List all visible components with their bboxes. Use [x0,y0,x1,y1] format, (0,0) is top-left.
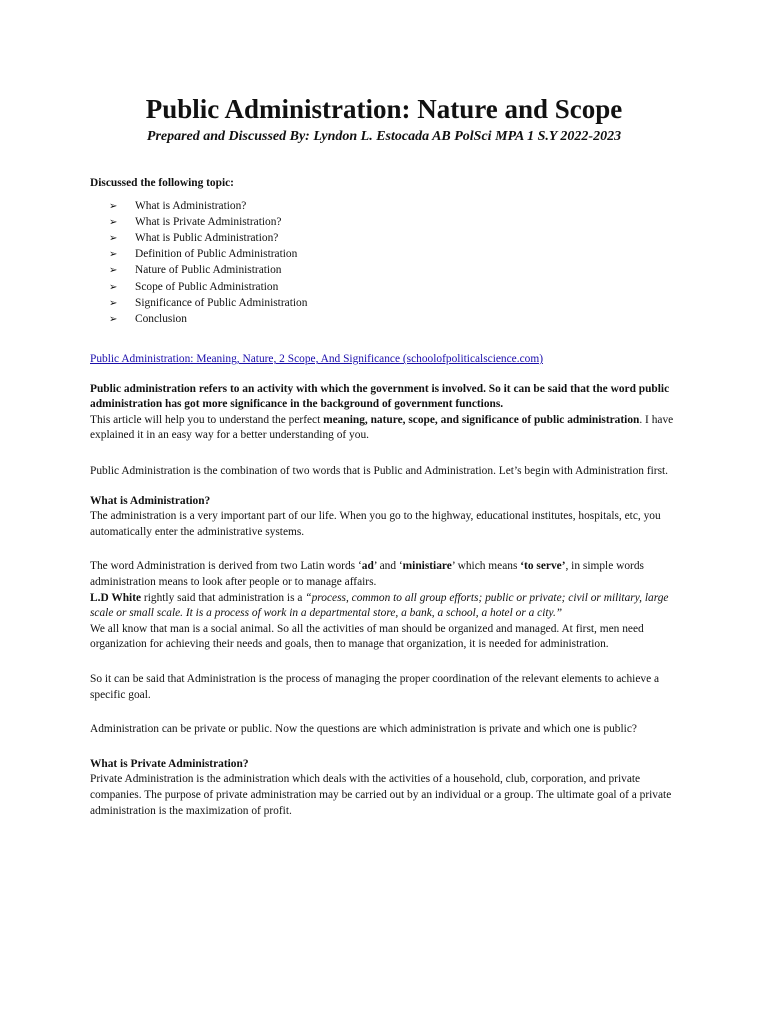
ld-white-quote: “process, common to all group efforts; public or private; civil or military, large scale or small scale. It is a process of work in a departmental store, a bank, a school, a hotel or a city.” [90,591,669,620]
list-item: ➢ Conclusion [109,312,690,328]
list-item: ➢ What is Public Administration? [109,231,690,247]
list-item: ➢ Scope of Public Administration [109,280,690,296]
list-item: ➢ Nature of Public Administration [109,263,690,279]
page-title: Public Administration: Nature and Scope [145,94,623,124]
list-item: ➢ What is Private Administration? [109,215,690,231]
arrow-bullet-icon: ➢ [109,249,118,261]
topics-heading: Discussed the following topic: [90,177,234,189]
arrow-bullet-icon: ➢ [109,297,118,309]
page-subtitle: Prepared and Discussed By: Lyndon L. Estocada AB PolSci MPA 1 S.Y 2022-2023 [146,129,622,144]
intro-paragraph: Public administration refers to an activity with which the government is involved. So it can be said that the word public administration has got more significance in the background of government functions. This article will help you to understand the perfect meaning, nature, scope, and significance of public administration. I have explained it in an easy way for a better understanding of you. [90,382,674,442]
section-heading-private-administration: What is Private Administration? [90,757,249,770]
source-link[interactable]: Public Administration: Meaning, Nature, 2 Scope, And Significance (schoolofpoliticalscience.com) [90,353,543,366]
list-item: ➢ Significance of Public Administration [109,296,690,312]
ld-white-name: L.D White [90,591,142,604]
arrow-bullet-icon: ➢ [109,265,118,277]
private-public-paragraph: Administration can be private or public. Now the questions are which administration is private and which one is public? [90,723,637,736]
combination-paragraph: Public Administration is the combination of two words that is Public and Administration. Let’s begin with Administration first. [90,465,669,478]
topic-list [90,199,690,329]
list-item: ➢ What is Administration? [109,199,690,215]
source-link-paragraph [90,352,690,368]
admin-paragraph-1: The administration is a very important part of our life. When you go to the highway, educational institutes, hospitals, etc, you automatically enter the administrative systems. [90,510,661,538]
latin-paragraph: The word Administration is derived from two Latin words ‘ad’ and ‘ministiare’ which means ‘to serve’, in simple words administration means to look after people or to manage affairs. L.D White rightly said that administration is a “process, common to all group efforts; public or private; civil or military, large scale or small scale. It is a process of work in a departmental store, a bank, a school, a hotel or a city.” [90,560,669,620]
section-heading-administration: What is Administration? [90,494,211,507]
arrow-bullet-icon: ➢ [109,216,118,228]
list-item: ➢ Definition of Public Administration [109,247,690,263]
document-body [90,176,690,819]
arrow-bullet-icon: ➢ [109,281,118,293]
arrow-bullet-icon: ➢ [109,200,118,212]
social-animal-paragraph: We all know that man is a social animal. So all the activities of man should be organized and managed. At first, men need organization for achieving their needs and goals, then to manage that organization, it is needed for administration. [90,622,644,651]
intro-bold-text: Public administration refers to an activity with which the government is involved. So it can be said that the word public administration has got more significance in the background of government functions. [90,382,670,411]
process-paragraph: So it can be said that Administration is the process of managing the proper coordination of the relevant elements to achieve a specific goal. [90,673,660,701]
private-paragraph-1: Private Administration is the administration which deals with the activities of a household, club, corporation, and private companies. The purpose of private administration may be carried out by an individual or a group. The ultimate goal of a private administration is the maximization of profit. [90,773,672,817]
arrow-bullet-icon: ➢ [109,313,118,325]
arrow-bullet-icon: ➢ [109,232,118,244]
